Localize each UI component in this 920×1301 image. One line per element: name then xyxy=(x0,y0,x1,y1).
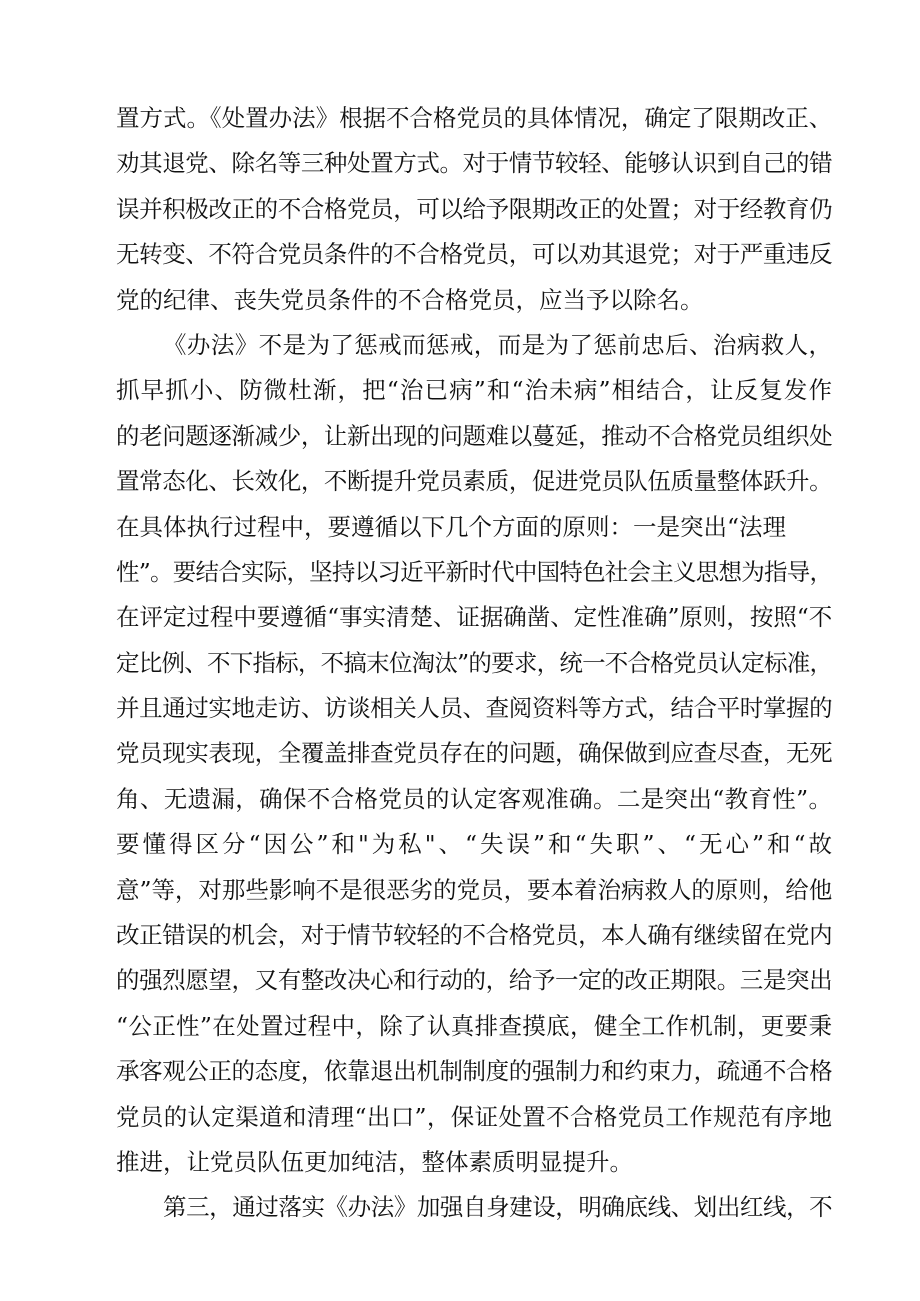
text-line: 党员的认定渠道和清理“出口”，保证处置不合格党员工作规范有序地 xyxy=(116,1102,832,1131)
text-line: 劝其退党、除名等三种处置方式。对于情节较轻、能够认识到自己的错 xyxy=(116,149,832,178)
text-line: 党员现实表现，全覆盖排查党员存在的问题，确保做到应查尽查，无死 xyxy=(116,739,832,768)
text-line: 性”。要结合实际，坚持以习近平新时代中国特色社会主义思想为指导， xyxy=(116,557,832,586)
text-line: 误并积极改正的不合格党员，可以给予限期改正的处置；对于经教育仍 xyxy=(116,194,832,223)
text-line: 意”等，对那些影响不是很恶劣的党员，要本着治病救人的原则，给他 xyxy=(116,875,832,904)
text-line: 的强烈愿望，又有整改决心和行动的，给予一定的改正期限。三是突出 xyxy=(116,966,832,995)
text-line: 第三，通过落实《办法》加强自身建设，明确底线、划出红线，不 xyxy=(163,1193,832,1222)
text-line: 承客观公正的态度，依靠退出机制制度的强制力和约束力，疏通不合格 xyxy=(116,1057,832,1086)
text-line: 要懂得区分“因公”和"为私"、“失误”和“失职”、“无心”和“故 xyxy=(116,830,832,859)
text-line: 改正错误的机会，对于情节较轻的不合格党员，本人确有继续留在党内 xyxy=(116,921,832,950)
text-line: 推进，让党员队伍更加纯洁，整体素质明显提升。 xyxy=(116,1147,633,1176)
text-line: 抓早抓小、防微杜渐，把“治已病”和“治未病”相结合，让反复发作 xyxy=(116,376,832,405)
text-line: 的老问题逐渐减少，让新出现的问题难以蔓延，推动不合格党员组织处 xyxy=(116,421,832,450)
text-line: 在具体执行过程中，要遵循以下几个方面的原则：一是突出“法理 xyxy=(116,512,787,541)
text-line: 置常态化、长效化，不断提升党员素质，促进党员队伍质量整体跃升。 xyxy=(116,467,832,496)
text-line: 在评定过程中要遵循“事实清楚、证据确凿、定性准确”原则，按照“不 xyxy=(116,603,832,632)
text-line: “公正性”在处置过程中，除了认真排查摸底，健全工作机制，更要秉 xyxy=(116,1011,832,1040)
text-line: 并且通过实地走访、访谈相关人员、查阅资料等方式，结合平时掌握的 xyxy=(116,694,832,723)
text-line: 无转变、不符合党员条件的不合格党员，可以劝其退党；对于严重违反 xyxy=(116,240,832,269)
text-line: 置方式。《处置办法》根据不合格党员的具体情况，确定了限期改正、 xyxy=(116,104,832,132)
text-line: 角、无遗漏，确保不合格党员的认定客观准确。二是突出“教育性”。 xyxy=(116,784,832,813)
text-line: 《办法》不是为了惩戒而惩戒，而是为了惩前忠后、治病救人， xyxy=(163,330,832,359)
body-text xyxy=(116,96,832,1231)
text-line: 党的纪律、丧失党员条件的不合格党员，应当予以除名。 xyxy=(116,285,704,314)
text-line: 定比例、不下指标，不搞末位淘汰”的要求，统一不合格党员认定标准， xyxy=(116,648,832,677)
